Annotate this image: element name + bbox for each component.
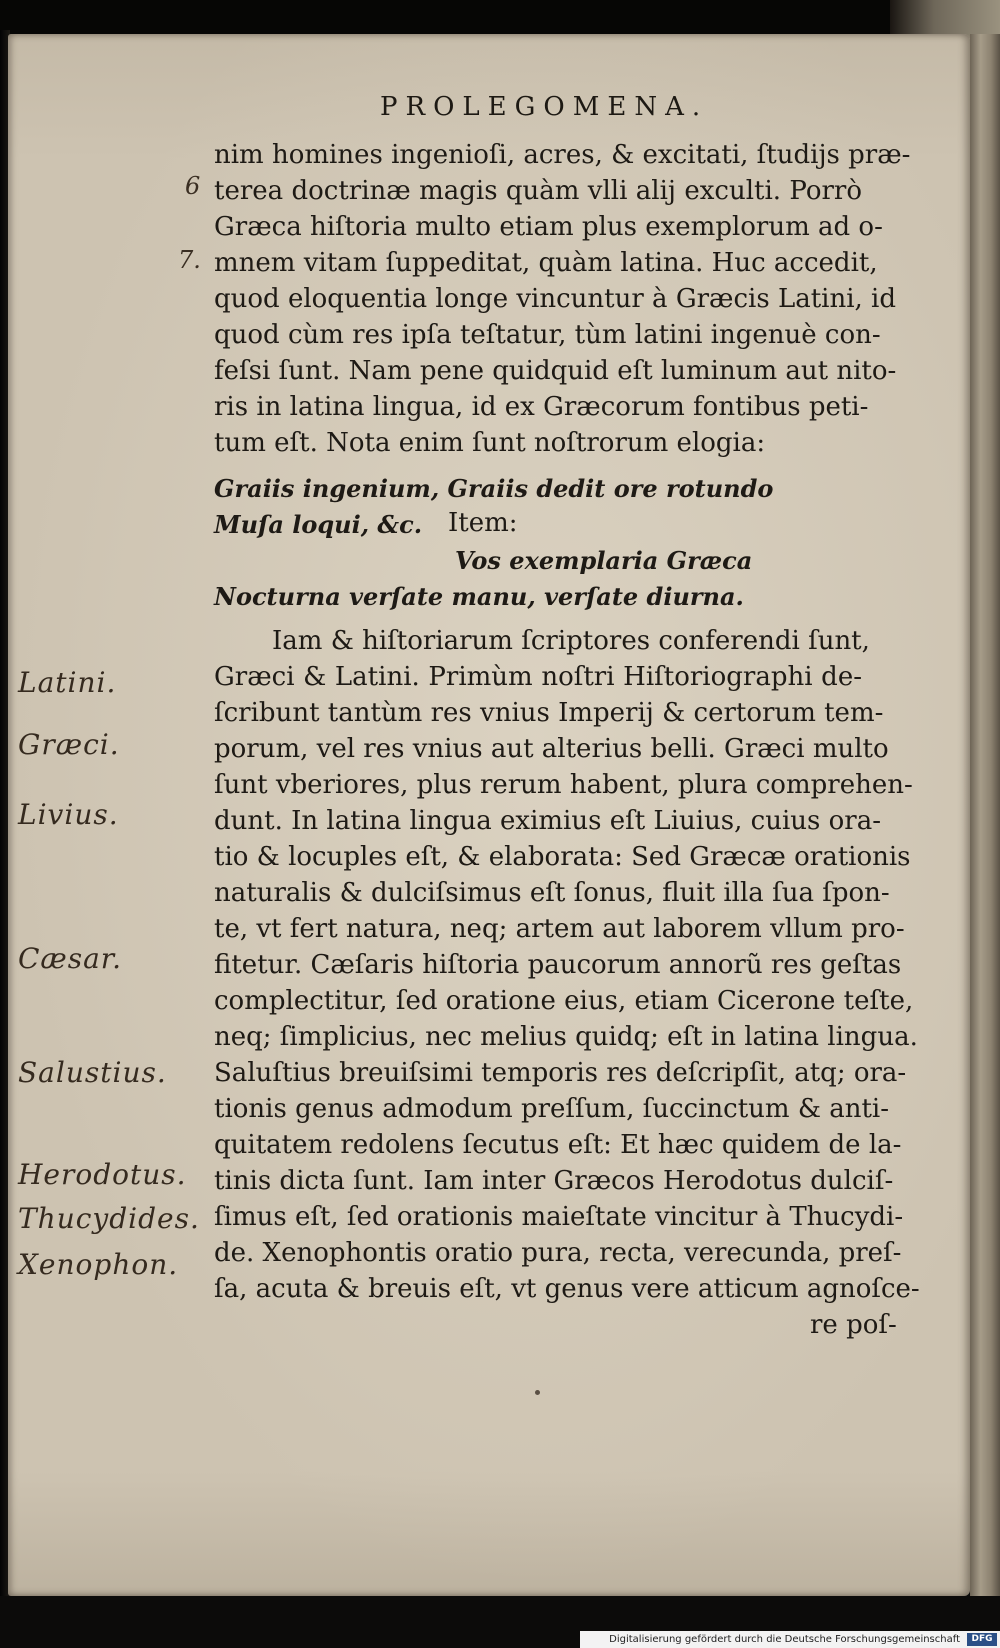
verse-line: Muſa loqui, &c. [214, 510, 423, 539]
text-line: tio & locuples eſt, & elaborata: Sed Græcæ orationis [214, 842, 911, 872]
margin-note-graeci: Græci. [18, 728, 120, 761]
text-line: porum, vel res vnius aut alterius belli. Græci multo [214, 734, 889, 764]
text-line: quod eloquentia longe vincuntur à Græcis Latini, id [214, 284, 897, 314]
text-line: ſunt vberiores, plus rerum habent, plura comprehen- [214, 770, 913, 800]
dfg-logo: DFG [967, 1633, 997, 1646]
ink-speck [535, 1390, 540, 1395]
verse-line: Vos exemplaria Græca [455, 546, 753, 575]
text-line: tum eſt. Nota enim ſunt noſtrorum elogia: [214, 428, 766, 458]
margin-note-herodotus: Herodotus. [18, 1158, 187, 1191]
text-line: complectitur, ſed oratione eius, etiam Cicerone teſte, [214, 986, 914, 1016]
text-line: quod cùm res ipſa teſtatur, tùm latini ingenuè con- [214, 320, 881, 350]
margin-note-latini: Latini. [18, 666, 117, 699]
margin-note-livius: Livius. [18, 798, 119, 831]
text-line: dunt. In latina lingua eximius eſt Liuius, cuius ora- [214, 806, 882, 836]
running-header: PROLEGOMENA. [380, 92, 709, 122]
text-line: ſcribunt tantùm res vnius Imperij & certorum tem- [214, 698, 884, 728]
text-line: tionis genus admodum preſſum, ſuccinctum & anti- [214, 1094, 890, 1124]
verse-line: Graiis ingenium, Graiis dedit ore rotundo [214, 474, 774, 503]
text-line: te, vt fert natura, neq; artem aut laborem vllum pro- [214, 914, 905, 944]
text-line: fitetur. Cæſaris hiſtoria paucorum annorũ res geſtas [214, 950, 902, 980]
text-line: feſsi ſunt. Nam pene quidquid eſt luminum aut nito- [214, 356, 897, 386]
margin-number-6: 6 [185, 172, 201, 200]
text-line: ſimus eſt, ſed orationis maieſtate vincitur à Thucydi- [214, 1202, 904, 1232]
funding-credit: Digitalisierung gefördert durch die Deutsche Forschungsgemeinschaft [580, 1631, 1000, 1648]
text-line: ris in latina lingua, id ex Græcorum fontibus peti- [214, 392, 869, 422]
margin-number-7: 7. [178, 246, 201, 274]
margin-note-xenophon: Xenophon. [18, 1248, 179, 1281]
text-line: neq; ſimplicius, nec melius quidq; eſt in latina lingua. [214, 1022, 918, 1052]
text-line: Græca hiſtoria multo etiam plus exemplorum ad o- [214, 212, 883, 242]
catchword: re poſ- [810, 1310, 897, 1340]
margin-note-thucydides: Thucydides. [18, 1202, 200, 1235]
text-line: mnem vitam ſuppeditat, quàm latina. Huc accedit, [214, 248, 878, 278]
text-line: Græci & Latini. Primùm noſtri Hiſtoriographi de- [214, 662, 862, 692]
book-fore-edge [970, 34, 1000, 1596]
text-line: terea doctrinæ magis quàm vlli alij exculti. Porrò [214, 176, 862, 206]
margin-note-caesar: Cæsar. [18, 942, 123, 975]
text-line: nim homines ingenioſi, acres, & excitati, ſtudijs præ- [214, 140, 911, 170]
text-line: Saluſtius breuiſsimi temporis res deſcripſit, atq; ora- [214, 1058, 907, 1088]
text-line: ſa, acuta & breuis eſt, vt genus vere atticum agnoſce- [214, 1274, 920, 1304]
text-line: de. Xenophontis oratio pura, recta, verecunda, preſ- [214, 1238, 902, 1268]
text-line: naturalis & dulciſsimus eſt ſonus, fluit illa ſua ſpon- [214, 878, 890, 908]
text-line: tinis dicta ſunt. Iam inter Græcos Herodotus dulciſ- [214, 1166, 894, 1196]
verse-line: Nocturna verſate manu, verſate diurna. [214, 582, 744, 611]
text-line: quitatem redolens ſecutus eſt: Et hæc quidem de la- [214, 1130, 902, 1160]
verse-item: Item: [448, 508, 518, 538]
text-line: Iam & hiſtoriarum ſcriptores conferendi ſunt, [272, 626, 870, 656]
margin-note-salustius: Salustius. [18, 1056, 167, 1089]
